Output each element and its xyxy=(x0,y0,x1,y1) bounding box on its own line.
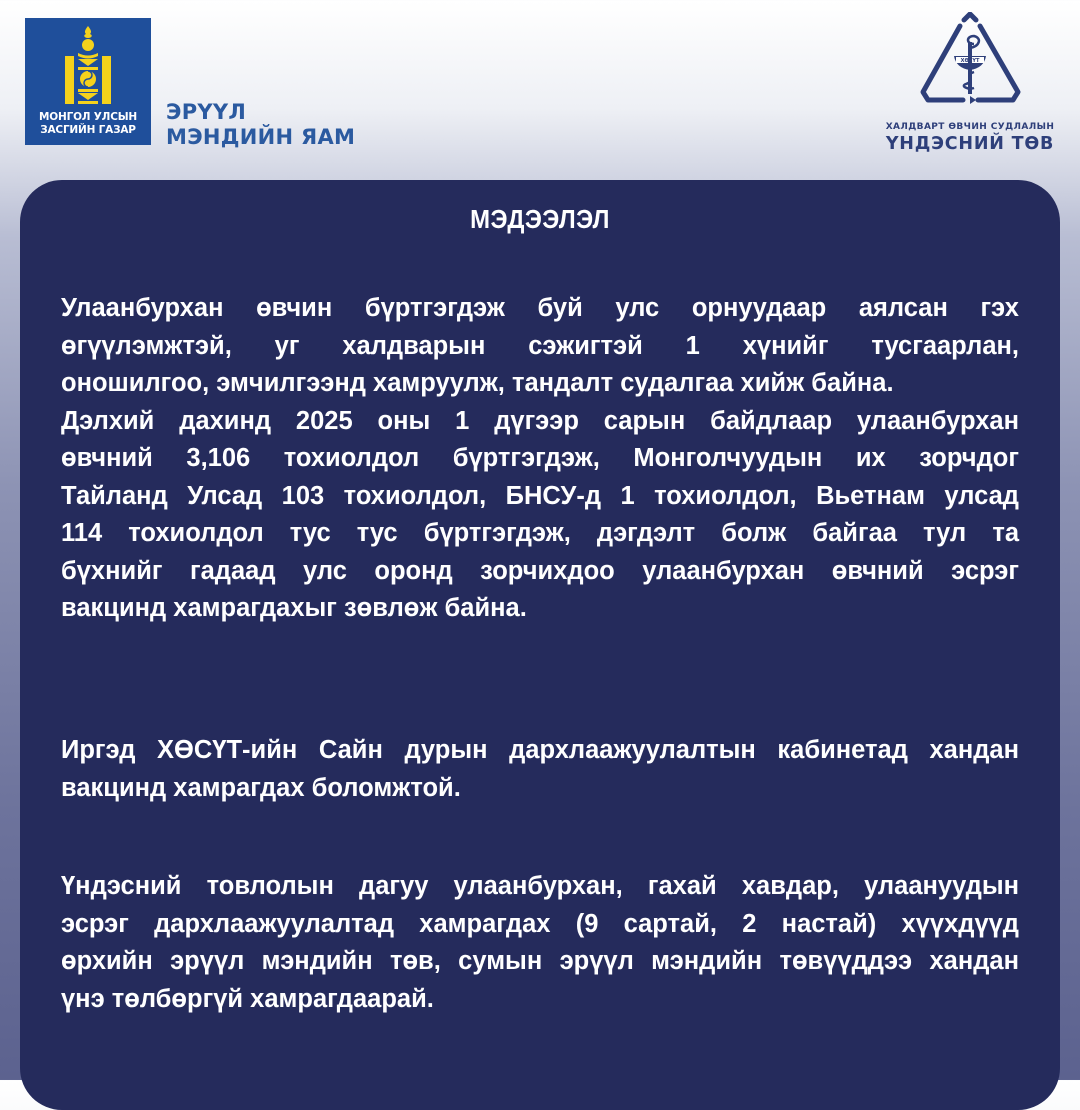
paragraph-line: Дэлхий дахинд 2025 оны 1 дүгээр сарын байдлаар улаанбурхан xyxy=(61,406,1019,435)
paragraph-measles-situation xyxy=(61,290,1019,628)
paragraph-line: вакцинд хамрагдах боломжтой. xyxy=(61,773,461,802)
header xyxy=(0,0,1080,180)
triangle-caduceus-icon xyxy=(918,12,1023,107)
government-logo-line1: МОНГОЛ УЛСЫН xyxy=(39,111,137,123)
paragraph-line: Үндэсний товлолын дагуу улаанбурхан, гахай хавдар, улаануудын xyxy=(61,872,1019,900)
nccd-logo xyxy=(880,10,1060,160)
government-logo-text xyxy=(25,111,151,137)
paragraph-line: 114 тохиолдол тус тус бүртгэгдэж, дэгдэлт болж байгаа тул та xyxy=(61,519,1019,547)
paragraph-line: өвчний 3,106 тохиолдол бүртгэгдэж, Монголчуудын их зорчдог xyxy=(61,444,1019,472)
paragraph-line: бүхнийг гадаад улс оронд зорчихдоо улаанбурхан өвчний эсрэг xyxy=(61,556,1019,585)
ministry-name xyxy=(166,100,355,150)
paragraph-line: Тайланд Улсад 103 тохиолдол, БНСУ-д 1 тохиолдол, Вьетнам улсад xyxy=(61,481,1019,510)
paragraph-line: Иргэд ХӨСҮТ-ийн Сайн дурын дархлаажуулалтын кабинетад хандан xyxy=(61,736,1019,764)
ministry-name-line2: МЭНДИЙН ЯАМ xyxy=(166,125,356,149)
card-title: МЭДЭЭЛЭЛ xyxy=(470,204,610,234)
paragraph-line: вакцинд хамрагдахыг зөвлөж байна. xyxy=(61,594,527,622)
nccd-badge-text: ХӨСҮТ xyxy=(960,58,980,64)
paragraph-vaccination-cabinet xyxy=(61,732,1019,807)
paragraph-line: оношилгоо, эмчилгээнд хамруулж, тандалт судалгаа хийж байна. xyxy=(61,369,894,397)
paragraph-line: өрхийн эрүүл мэндийн төв, сумын эрүүл мэндийн төвүүддээ хандан xyxy=(61,947,1019,975)
paragraph-line: эсрэг дархлаажуулалтад хамрагдах (9 сартай, 2 настай) хүүхдүүд xyxy=(61,909,1019,938)
nccd-logo-line2: ҮНДЭСНИЙ ТӨВ xyxy=(885,134,1055,154)
ministry-name-line1: ЭРҮҮЛ xyxy=(166,100,247,124)
paragraph-national-schedule xyxy=(61,868,1019,1018)
info-card xyxy=(20,180,1060,1110)
nccd-logo-line1: ХАЛДВАРТ ӨВЧИН СУДЛАЛЫН xyxy=(885,122,1055,132)
paragraph-line: үнэ төлбөргүй хамрагдаарай. xyxy=(61,984,434,1013)
government-logo-line2: ЗАСГИЙН ГАЗАР xyxy=(40,124,136,136)
soyombo-emblem-icon xyxy=(63,26,113,108)
government-logo xyxy=(25,18,151,145)
paragraph-line: өгүүлэмжтэй, уг халдварын сэжигтэй 1 хүнийг тусгаарлан, xyxy=(61,331,1019,360)
paragraph-line: Улаанбурхан өвчин бүртгэгдэж буй улс орнуудаар аялсан гэх xyxy=(61,294,1019,322)
